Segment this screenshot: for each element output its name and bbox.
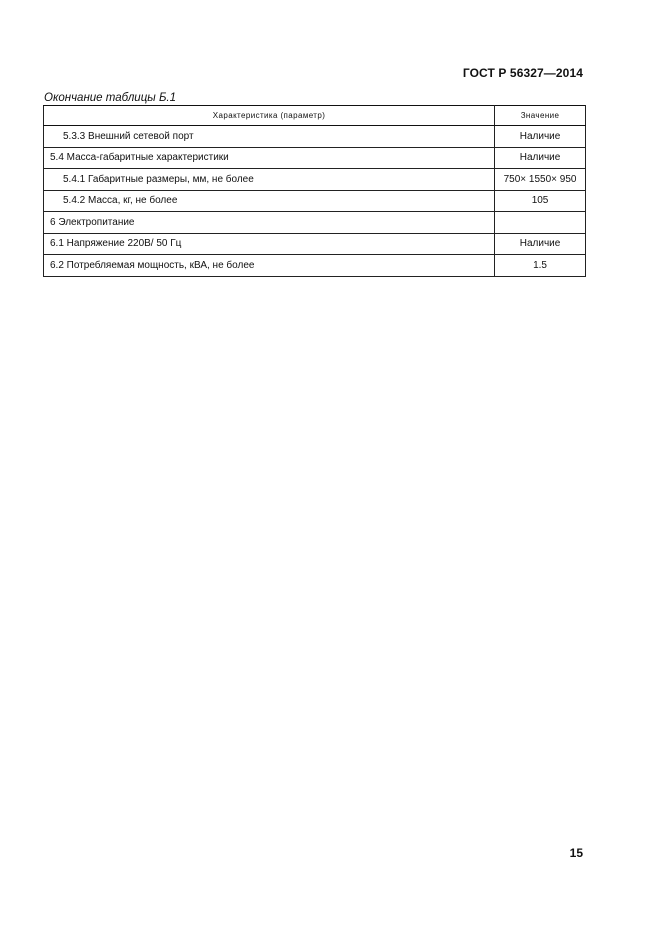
table-row	[44, 233, 586, 255]
row-value	[495, 212, 586, 234]
row-parameter: 5.4.2 Масса, кг, не более	[44, 190, 495, 212]
table-row	[44, 212, 586, 234]
row-value: Наличие	[495, 233, 586, 255]
table-header-row	[44, 106, 586, 126]
column-header-parameter: Характеристика (параметр)	[44, 106, 495, 126]
table-row	[44, 147, 586, 169]
row-value: 1.5	[495, 255, 586, 277]
row-parameter: 6 Электропитание	[44, 212, 495, 234]
spec-table	[43, 105, 586, 277]
page-number: 15	[569, 846, 583, 860]
row-parameter: 5.4 Масса-габаритные характеристики	[44, 147, 495, 169]
table-row	[44, 169, 586, 191]
document-code: ГОСТ Р 56327—2014	[462, 66, 583, 80]
column-header-value: Значение	[495, 106, 586, 126]
row-value: 105	[495, 190, 586, 212]
table-caption: Окончание таблицы Б.1	[44, 92, 177, 104]
row-value: Наличие	[495, 126, 586, 148]
row-parameter: 5.4.1 Габаритные размеры, мм, не более	[44, 169, 495, 191]
row-parameter: 5.3.3 Внешний сетевой порт	[44, 126, 495, 148]
row-parameter: 6.2 Потребляемая мощность, кВА, не более	[44, 255, 495, 277]
table-row	[44, 190, 586, 212]
row-value: Наличие	[495, 147, 586, 169]
row-value: 750× 1550× 950	[495, 169, 586, 191]
table-row	[44, 255, 586, 277]
table-row	[44, 126, 586, 148]
row-parameter: 6.1 Напряжение 220В/ 50 Гц	[44, 233, 495, 255]
